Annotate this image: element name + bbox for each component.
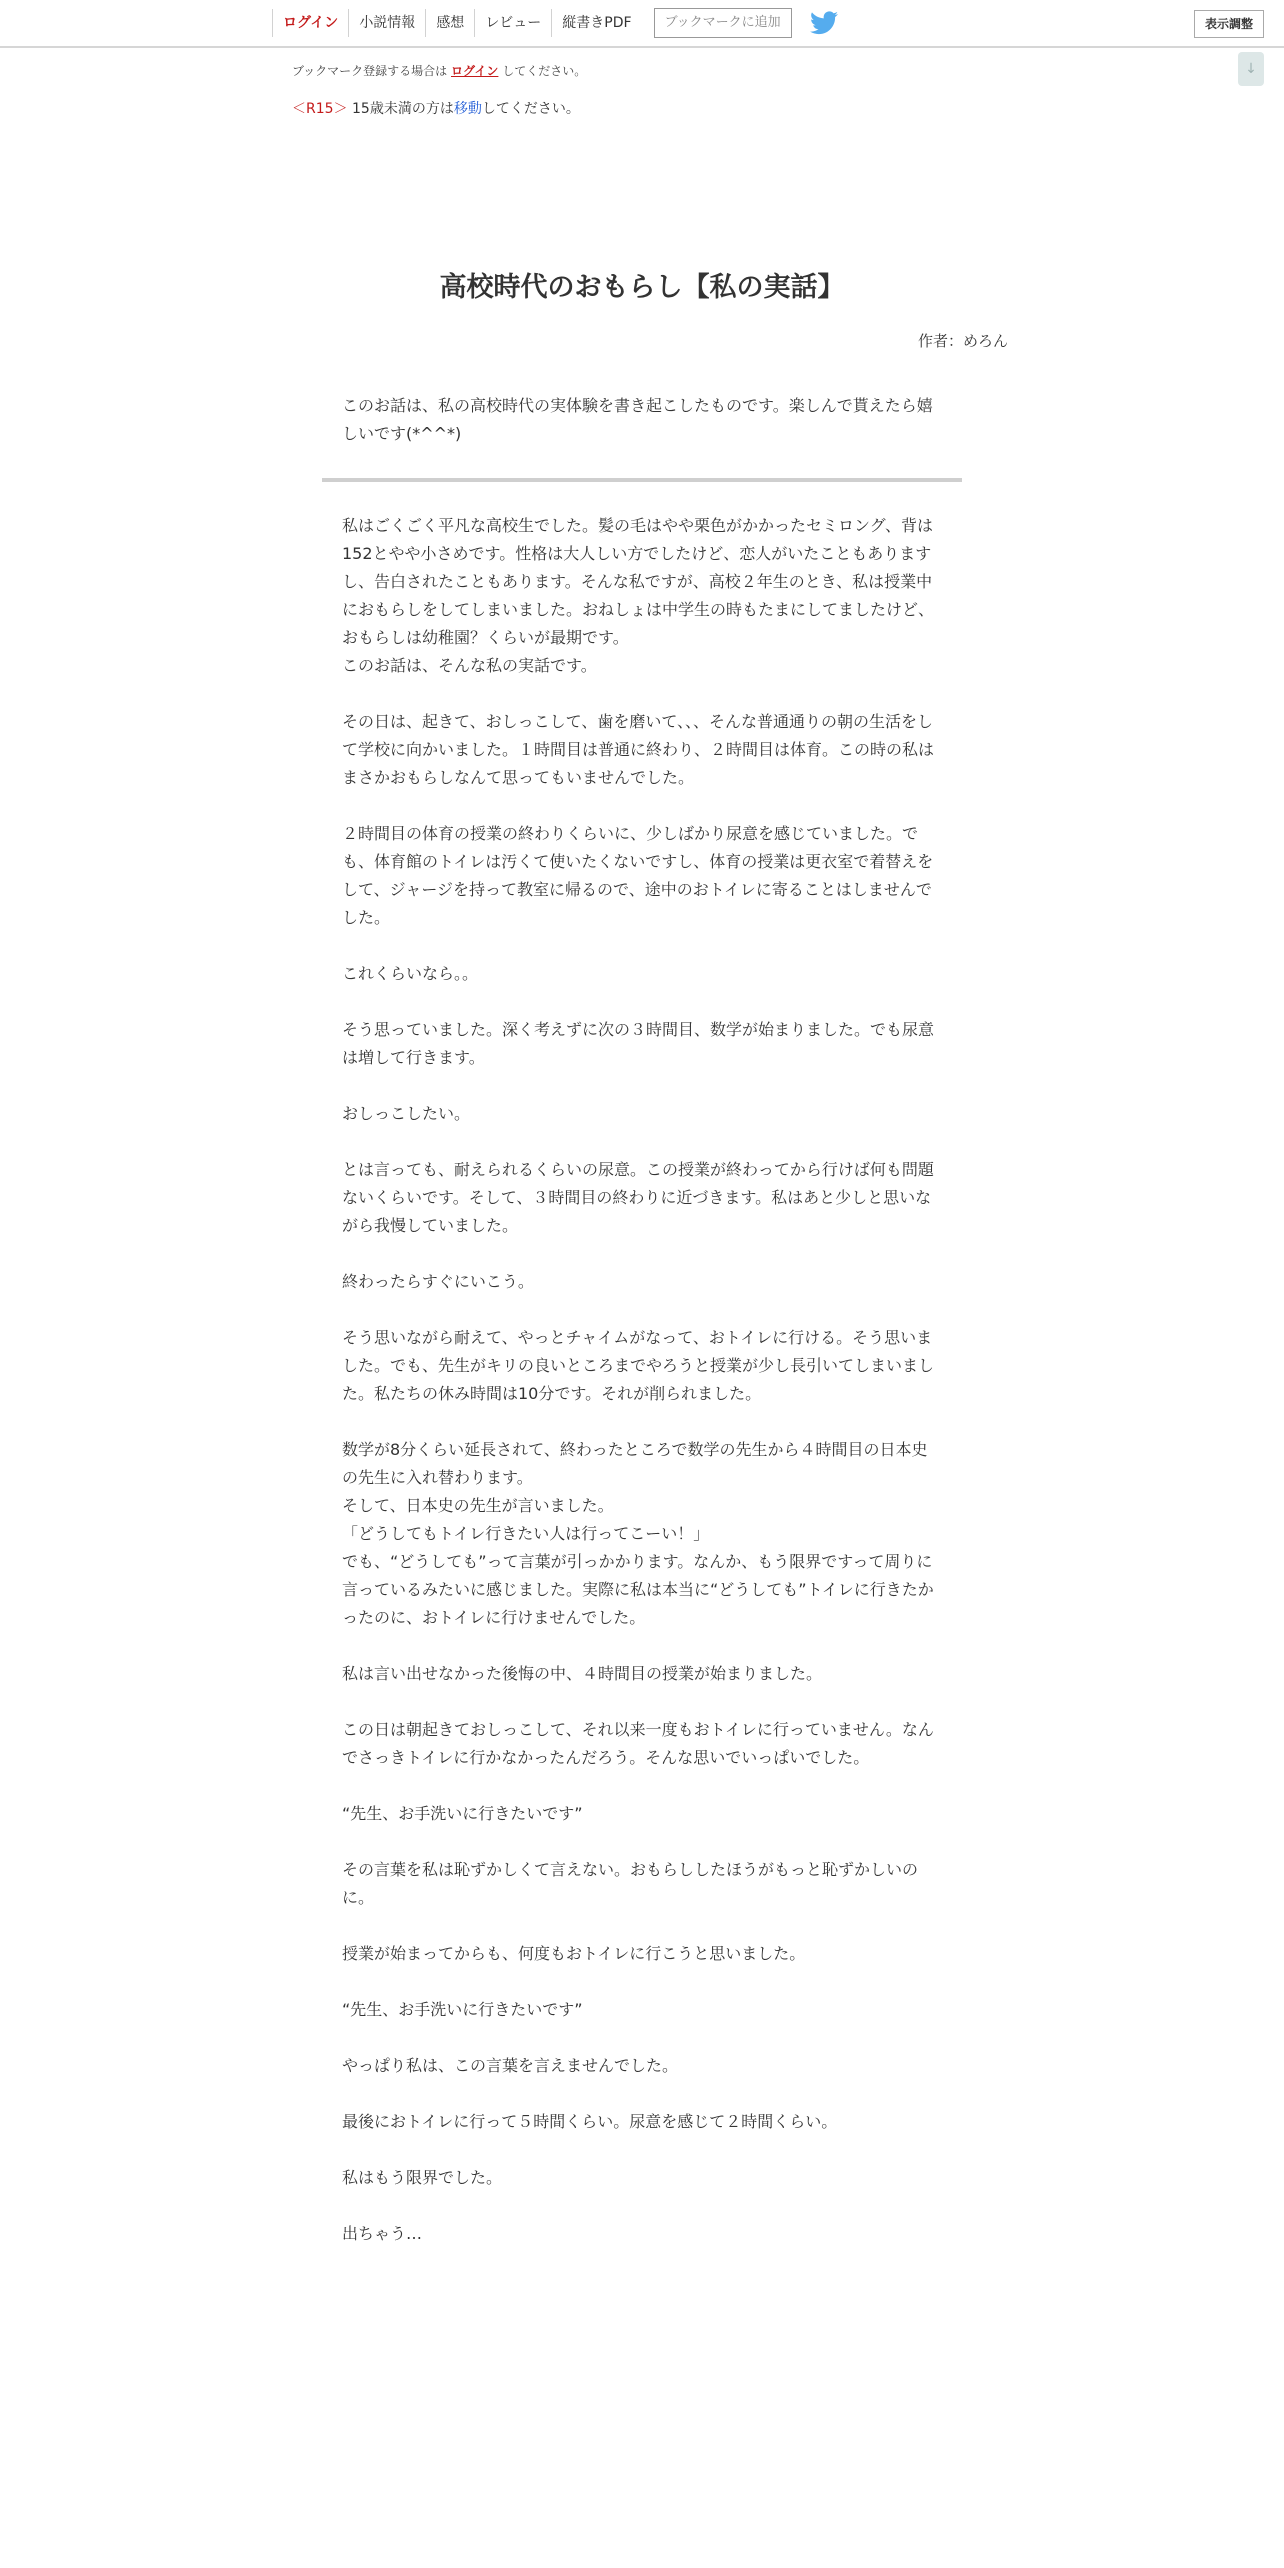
nav-bar — [272, 0, 838, 46]
login-notice-suffix: してください。 — [502, 64, 587, 78]
novel-paragraph: やっぱり私は、この言葉を言えませんでした。 — [342, 2056, 679, 2075]
novel-title: 高校時代のおもらし【私の実話】 — [439, 272, 845, 303]
login-notice — [292, 62, 586, 79]
novel-paragraph: 私は言い出せなかった後悔の中、４時間目の授業が始まりました。 — [342, 1664, 823, 1683]
nav-impressions-link[interactable]: 感想 — [425, 9, 474, 37]
novel-paragraph: 出ちゃう… — [342, 2224, 423, 2243]
twitter-bird-icon[interactable] — [810, 11, 838, 35]
novel-paragraph: おしっこしたい。 — [342, 1104, 471, 1123]
preface-divider — [322, 478, 962, 482]
r15-suffix: してください。 — [481, 101, 580, 117]
novel-paragraph: この日は朝起きておしっこして、それ以来一度もおトイレに行っていません。なんでさっきトイレに行かなかったんだろう。そんな思いでいっぱいでした。 — [342, 1720, 934, 1767]
login-notice-prefix: ブックマーク登録する場合は — [292, 64, 448, 78]
author-name: 作者：めろん — [917, 332, 1008, 350]
novel-paragraph: 私はごくごく平凡な高校生でした。髪の毛はやや栗色がかかったセミロング、背は152とやや小さめです。性格は大人しい方でしたけど、恋人がいたこともありますし、告白されたこともあります。そんな私ですが、高校２年生のとき、私は授業中におもらしをしてしまいました。おねしょは中学生の時もたまにしてましたけど、おもらしは幼稚園？くらいが最期です。 このお話は、そんな私の実話です。 — [342, 516, 935, 675]
r15-prefix: 15歳未満の方は — [352, 101, 454, 117]
novel-paragraph: 私はもう限界でした。 — [342, 2168, 503, 2187]
novel-paragraph: 終わったらすぐにいこう。 — [342, 1272, 534, 1291]
scroll-down-button[interactable]: ↓ — [1238, 52, 1264, 86]
novel-paragraph: これくらいなら。。 — [342, 964, 479, 983]
novel-paragraph: 最後におトイレに行って５時間くらい。尿意を感じて２時間くらい。 — [342, 2112, 838, 2131]
header — [0, 0, 1284, 48]
novel-paragraph: “先生、お手洗いに行きたいです” — [342, 1804, 583, 1823]
novel-paragraph: ２時間目の体育の授業の終わりくらいに、少しばかり尿意を感じていました。でも、体育館のトイレは汚くて使いたくないですし、体育の授業は更衣室で着替えをして、ジャージを持って教室に帰るので、途中のおトイレに寄ることはしませんでした。 — [342, 824, 934, 927]
novel-paragraph: その言葉を私は恥ずかしくて言えない。おもらししたほうがもっと恥ずかしいのに。 — [342, 1860, 919, 1907]
novel-paragraph: “先生、お手洗いに行きたいです” — [342, 2000, 583, 2019]
novel-paragraph: 数学が8分くらい延長されて、終わったところで数学の先生から４時間目の日本史の先生に入れ替わります。 そして、日本史の先生が言いました。 「どうしてもトイレ行きたい人は行ってこーい！」 でも、“どうしても”って言葉が引っかかります。なんか、もう限界ですって周りに言っているみたいに感じました。実際に私は本当に“どうしても”トイレに行きたかったのに、おトイレに行けませんでした。 — [342, 1440, 934, 1627]
novel-body — [342, 512, 942, 2276]
r15-notice — [292, 98, 580, 118]
nav-login-link[interactable]: ログイン — [272, 9, 348, 37]
add-bookmark-button[interactable]: ブックマークに追加 — [654, 8, 792, 38]
nav-novel-info-link[interactable]: 小説情報 — [348, 9, 425, 37]
login-notice-link[interactable]: ログイン — [451, 64, 499, 78]
r15-move-link[interactable]: 移動 — [453, 101, 482, 117]
r15-tag: ＜R15＞ — [292, 101, 348, 117]
novel-paragraph: そう思っていました。深く考えずに次の３時間目、数学が始まりました。でも尿意は増して行きます。 — [342, 1020, 935, 1067]
nav-review-link[interactable]: レビュー — [474, 9, 551, 37]
preface-text: このお話は、私の高校時代の実体験を書き起こしたものです。楽しんで貰えたら嬉しいです(*^^*) — [342, 396, 933, 443]
novel-paragraph: その日は、起きて、おしっこして、歯を磨いて、、、そんな普通通りの朝の生活をして学校に向かいました。１時間目は普通に終わり、２時間目は体育。この時の私はまさかおもらしなんて思ってもいませんでした。 — [342, 712, 935, 787]
novel-paragraph: そう思いながら耐えて、やっとチャイムがなって、おトイレに行ける。そう思いました。でも、先生がキリの良いところまでやろうと授業が少し長引いてしまいました。私たちの休み時間は10分です。それが削られました。 — [342, 1328, 935, 1403]
display-settings-button[interactable]: 表示調整 — [1194, 10, 1264, 38]
novel-paragraph: とは言っても、耐えられるくらいの尿意。この授業が終わってから行けば何も問題ないくらいです。そして、３時間目の終わりに近づきます。私はあと少しと思いながら我慢していました。 — [342, 1160, 934, 1235]
novel-paragraph: 授業が始まってからも、何度もおトイレに行こうと思いました。 — [342, 1944, 806, 1963]
nav-vertical-pdf-link[interactable]: 縦書きPDF — [551, 9, 641, 37]
